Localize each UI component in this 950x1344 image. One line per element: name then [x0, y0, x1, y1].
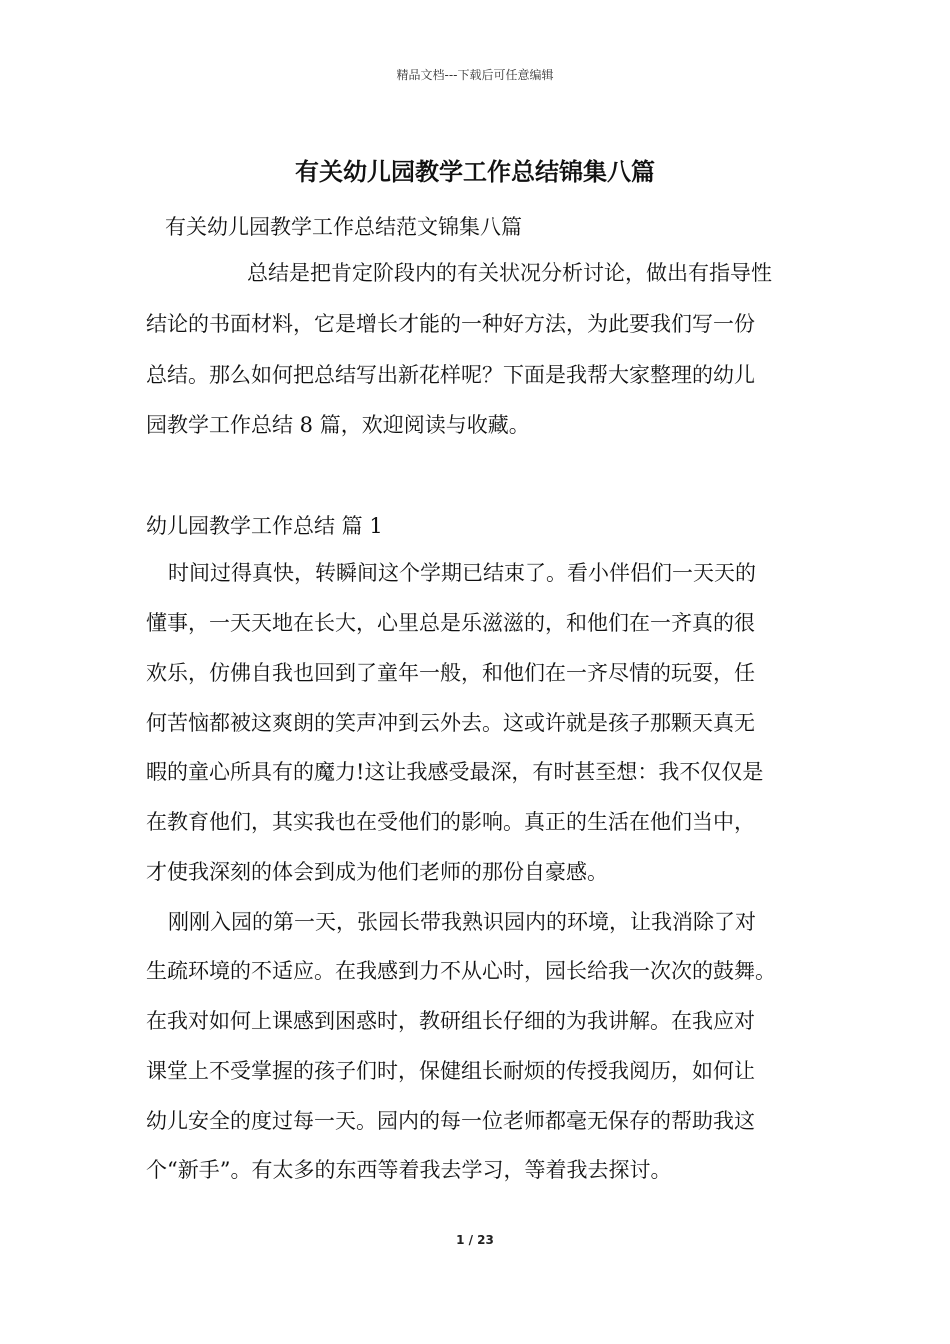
- document-title: 有关幼儿园教学工作总结锦集八篇: [295, 158, 655, 186]
- paragraph-line: 刚刚入园的第一天，张园长带我熟识园内的环境，让我消除了对: [168, 910, 756, 934]
- paragraph-line: 才使我深刻的体会到成为他们老师的那份自豪感。: [146, 860, 608, 884]
- paragraph-line: 欢乐，仿佛自我也回到了童年一般，和他们在一齐尽情的玩耍，任: [146, 661, 755, 685]
- paragraph-line: 何苦恼都被这爽朗的笑声冲到云外去。这或许就是孩子那颗天真无: [146, 711, 755, 735]
- paragraph-line: 时间过得真快，转瞬间这个学期已结束了。看小伴侣们一天天的: [168, 561, 756, 585]
- intro-line: 结论的书面材料，它是增长才能的一种好方法，为此要我们写一份: [146, 312, 755, 336]
- document-subtitle: 有关幼儿园教学工作总结范文锦集八篇: [165, 215, 522, 239]
- paragraph-line: 课堂上不受掌握的孩子们时，保健组长耐烦的传授我阅历，如何让: [146, 1059, 755, 1083]
- page-header-note: 精品文档---下载后可任意编辑: [396, 68, 554, 82]
- paragraph-line: 懂事，一天天地在长大，心里总是乐滋滋的，和他们在一齐真的很: [146, 611, 755, 635]
- page-number: 1 / 23: [456, 1233, 494, 1247]
- paragraph-line: 生疏环境的不适应。在我感到力不从心时，园长给我一次次的鼓舞。: [146, 959, 776, 983]
- paragraph-line: 暇的童心所具有的魔力!这让我感受最深，有时甚至想：我不仅仅是: [146, 760, 764, 784]
- intro-line: 园教学工作总结 8 篇，欢迎阅读与收藏。: [146, 413, 530, 437]
- paragraph-line: 幼儿安全的度过每一天。园内的每一位老师都毫无保存的帮助我这: [146, 1109, 755, 1133]
- paragraph-line: 个“新手”。有太多的东西等着我去学习，等着我去探讨。: [146, 1158, 672, 1182]
- intro-line: 总结。那么如何把总结写出新花样呢？下面是我帮大家整理的幼儿: [146, 363, 755, 387]
- section-heading: 幼儿园教学工作总结 篇 1: [146, 514, 383, 538]
- intro-line: 总结是把肯定阶段内的有关状况分析讨论，做出有指导性: [247, 261, 772, 285]
- paragraph-line: 在我对如何上课感到困惑时，教研组长仔细的为我讲解。在我应对: [146, 1009, 755, 1033]
- paragraph-line: 在教育他们，其实我也在受他们的影响。真正的生活在他们当中，: [146, 810, 755, 834]
